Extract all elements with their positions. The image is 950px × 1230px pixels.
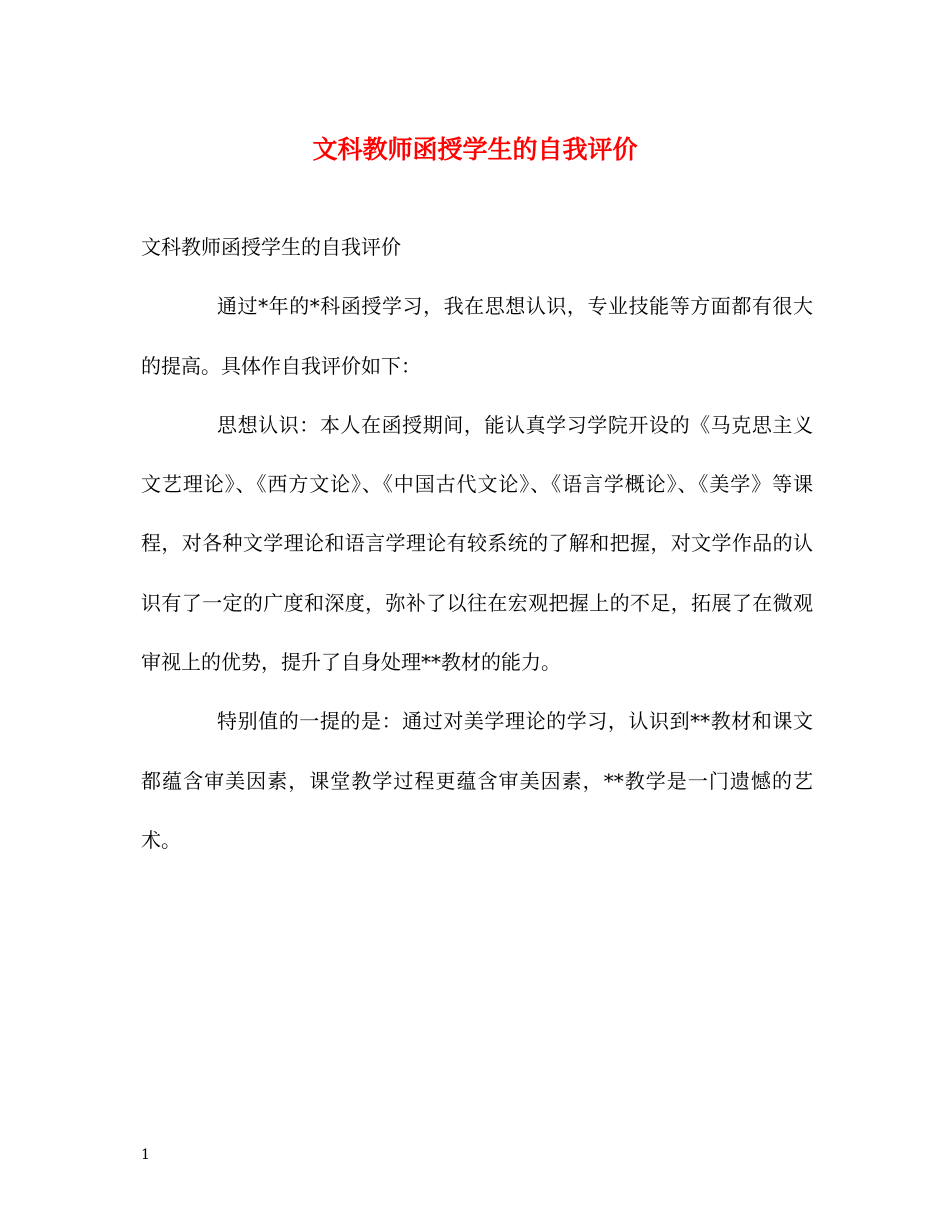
- document-body: [141, 218, 813, 870]
- document-title: 文科教师函授学生的自我评价: [312, 135, 638, 164]
- paragraph-aesthetics: 特别值的一提的是：通过对美学理论的学习，认识到**教材和课文都蕴含审美因素，课堂教学过程更蕴含审美因素，**教学是一门遗憾的艺术。: [141, 709, 813, 852]
- paragraph-intro: 通过*年的*科函授学习，我在思想认识，专业技能等方面都有很大的提高。具体作自我评价如下：: [141, 294, 813, 378]
- paragraph-thought: 思想认识：本人在函授期间，能认真学习学院开设的《马克思主义文艺理论》、《西方文论》、《中国古代文论》、《语言学概论》、《美学》等课程，对各种文学理论和语言学理论有较系统的了解和把握，对文学作品的认识有了一定的广度和深度，弥补了以往在宏观把握上的不足，拓展了在微观审视上的优势，提升了自身处理**教材的能力。: [141, 412, 813, 675]
- document-subtitle: 文科教师函授学生的自我评价: [141, 235, 401, 259]
- page-number: 1: [141, 1147, 150, 1163]
